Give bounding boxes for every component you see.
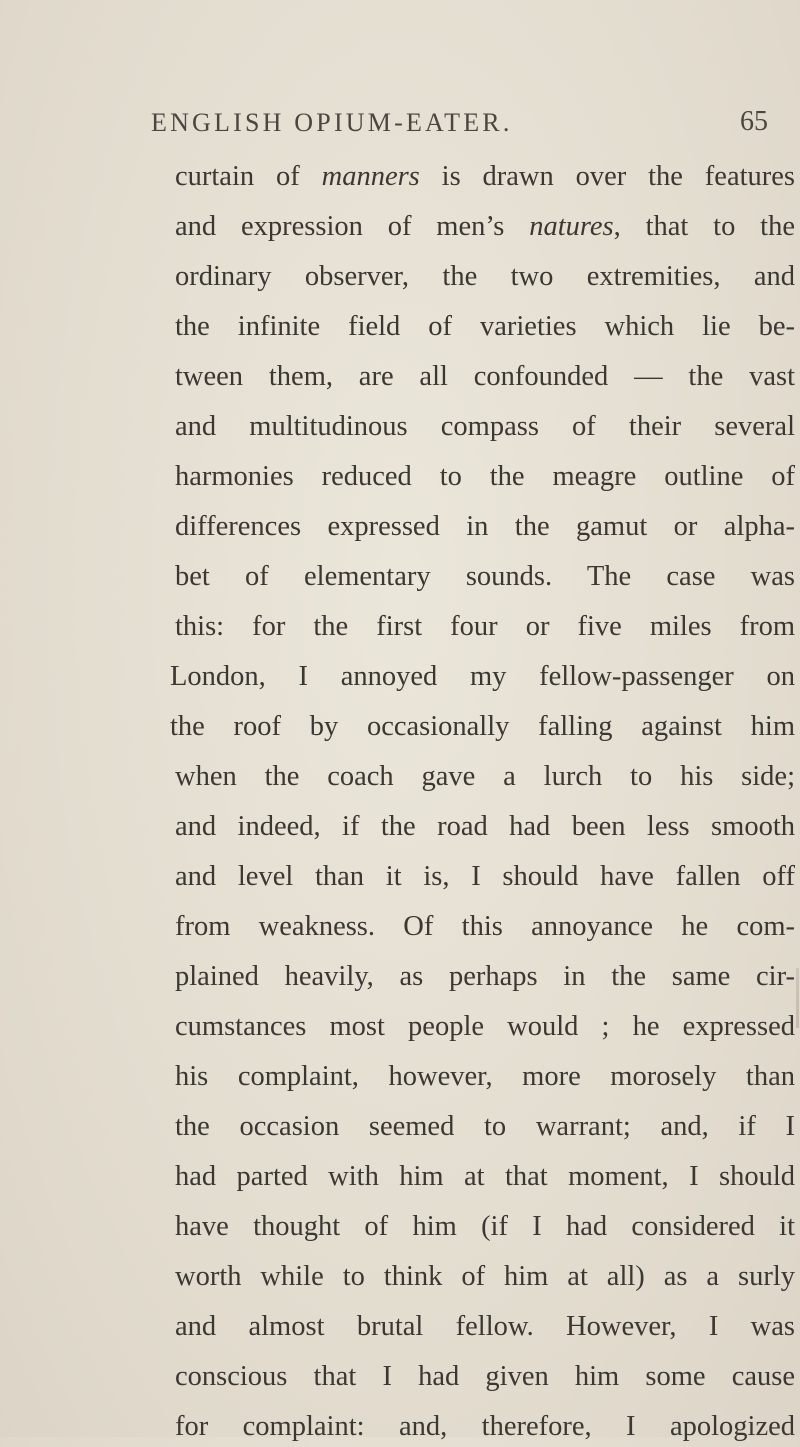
text-line: curtain of manners is drawn over the features [175,161,795,192]
text-line: and almost brutal fellow. However, I was [175,1311,795,1342]
running-title: ENGLISH OPIUM-EATER. [151,108,513,137]
italic-word: natures [529,211,614,242]
text-line: London, I annoyed my fellow-passenger on [170,661,795,692]
text-line: for complaint: and, therefore, I apologized [175,1411,795,1442]
running-head [0,108,800,138]
text-line: harmonies reduced to the meagre outline of [175,461,795,492]
text-line: the infinite field of varieties which lie be- [175,311,795,342]
text-line: and expression of men’s natures, that to the [175,211,796,242]
text-line: worth while to think of him at all) as a surly [175,1261,795,1292]
page-edge-shadow [796,968,799,1028]
page-number: 65 [740,106,768,137]
text-line: the occasion seemed to warrant; and, if I [175,1111,795,1142]
text-line: had parted with him at that moment, I should [175,1161,795,1192]
text-line: his complaint, however, more morosely than [175,1061,795,1092]
text-line: from weakness. Of this annoyance he com- [175,911,795,942]
text-line: tween them, are all confounded — the vast [175,361,795,392]
text-line: plained heavily, as perhaps in the same cir- [175,961,795,992]
text-line: conscious that I had given him some cause [175,1361,795,1392]
text-line: differences expressed in the gamut or alpha- [175,511,795,542]
text-line: bet of elementary sounds. The case was [175,561,795,592]
text-line: and level than it is, I should have fallen off [175,861,795,892]
text-line: cumstances most people would ; he expressed [175,1011,795,1042]
text-line: have thought of him (if I had considered it [175,1211,795,1242]
text-line: and indeed, if the road had been less smooth [175,811,795,842]
italic-word: manners [321,161,420,192]
text-line: the roof by occasionally falling against him [170,711,795,742]
text-line: this: for the first four or five miles from [175,611,795,642]
text-line: ordinary observer, the two extremities, and [175,261,795,292]
text-line: and multitudinous compass of their several [175,411,795,442]
text-line: when the coach gave a lurch to his side; [175,761,795,792]
